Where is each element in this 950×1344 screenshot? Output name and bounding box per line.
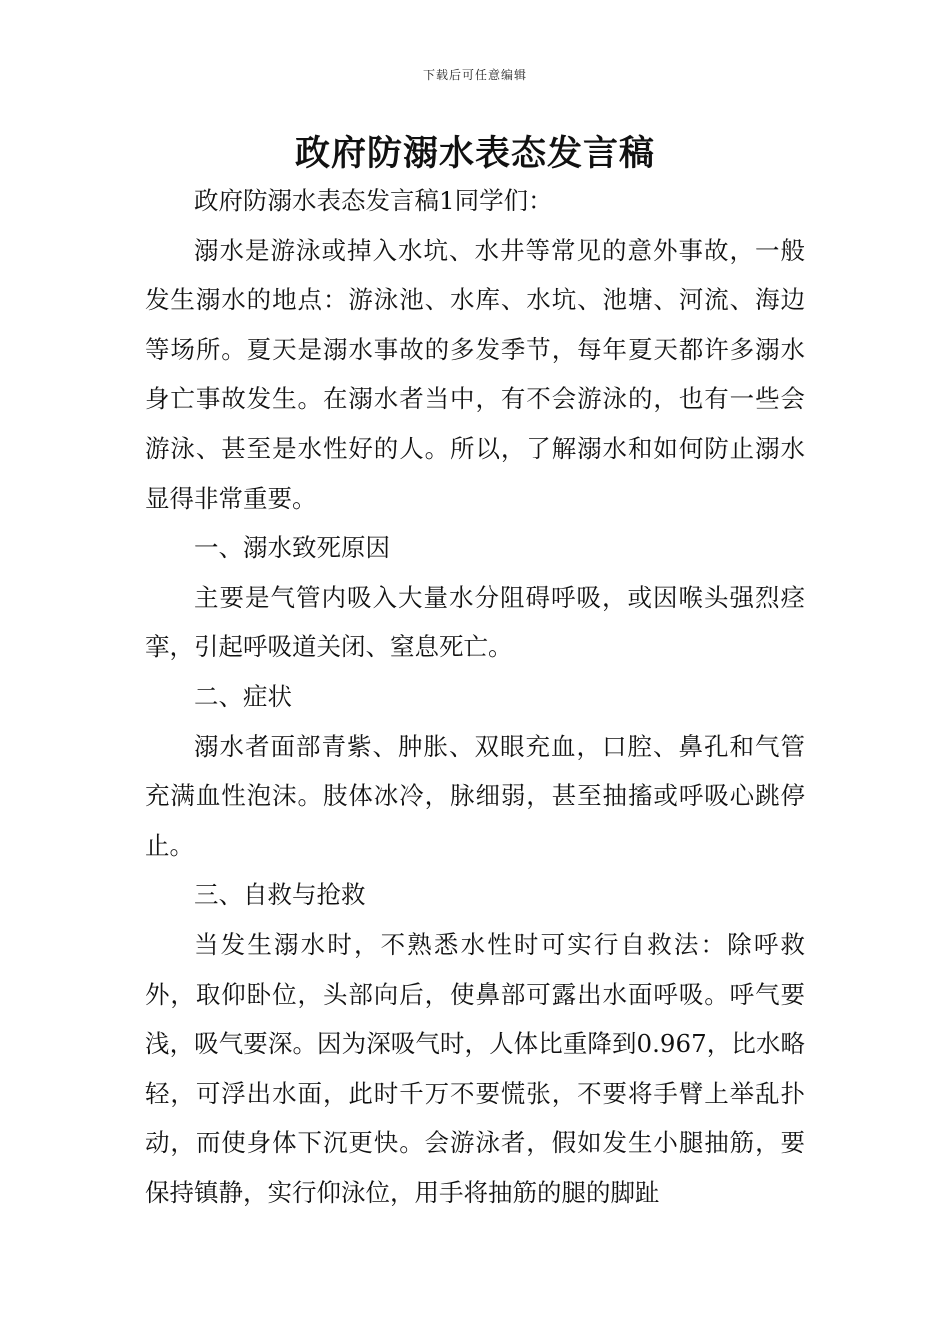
- paragraph-intro: 政府防溺水表态发言稿1同学们：: [194, 186, 553, 215]
- paragraph-rescue: 当发生溺水时，不熟悉水性时可实行自救法：除呼救外，取仰卧位，头部向后，使鼻部可露出水面呼吸。呼气要浅，吸气要深。因为深吸气时，人体比重降到0.967，比水略轻，可浮出水面，此时千万不要慌张，不要将手臂上举乱扑动，而使身体下沉更快。会游泳者，假如发生小腿抽筋，要保持镇静，实行仰泳位，用手将抽筋的腿的脚趾: [145, 929, 805, 1207]
- paragraph-symptoms: 溺水者面部青紫、肿胀、双眼充血，口腔、鼻孔和气管充满血性泡沫。肢体冰冷，脉细弱，甚至抽搐或呼吸心跳停止。: [145, 731, 805, 860]
- paragraph-causes: 主要是气管内吸入大量水分阻碍呼吸，或因喉头强烈痉挛，引起呼吸道关闭、窒息死亡。: [145, 582, 805, 662]
- document-title: 政府防溺水表态发言稿: [294, 134, 655, 174]
- section-heading-rescue: 三、自救与抢救: [194, 880, 366, 910]
- section-heading-causes: 一、溺水致死原因: [194, 533, 390, 563]
- paragraph-overview: 溺水是游泳或掉入水坑、水井等常见的意外事故，一般发生溺水的地点：游泳池、水库、水坑、池塘、河流、海边等场所。夏天是溺水事故的多发季节，每年夏天都许多溺水身亡事故发生。在溺水者当中，有不会游泳的，也有一些会游泳、甚至是水性好的人。所以，了解溺水和如何防止溺水显得非常重要。: [145, 235, 805, 513]
- section-heading-symptoms: 二、症状: [194, 681, 292, 711]
- header-note: 下载后可任意编辑: [422, 68, 527, 82]
- document-body: [145, 176, 805, 1217]
